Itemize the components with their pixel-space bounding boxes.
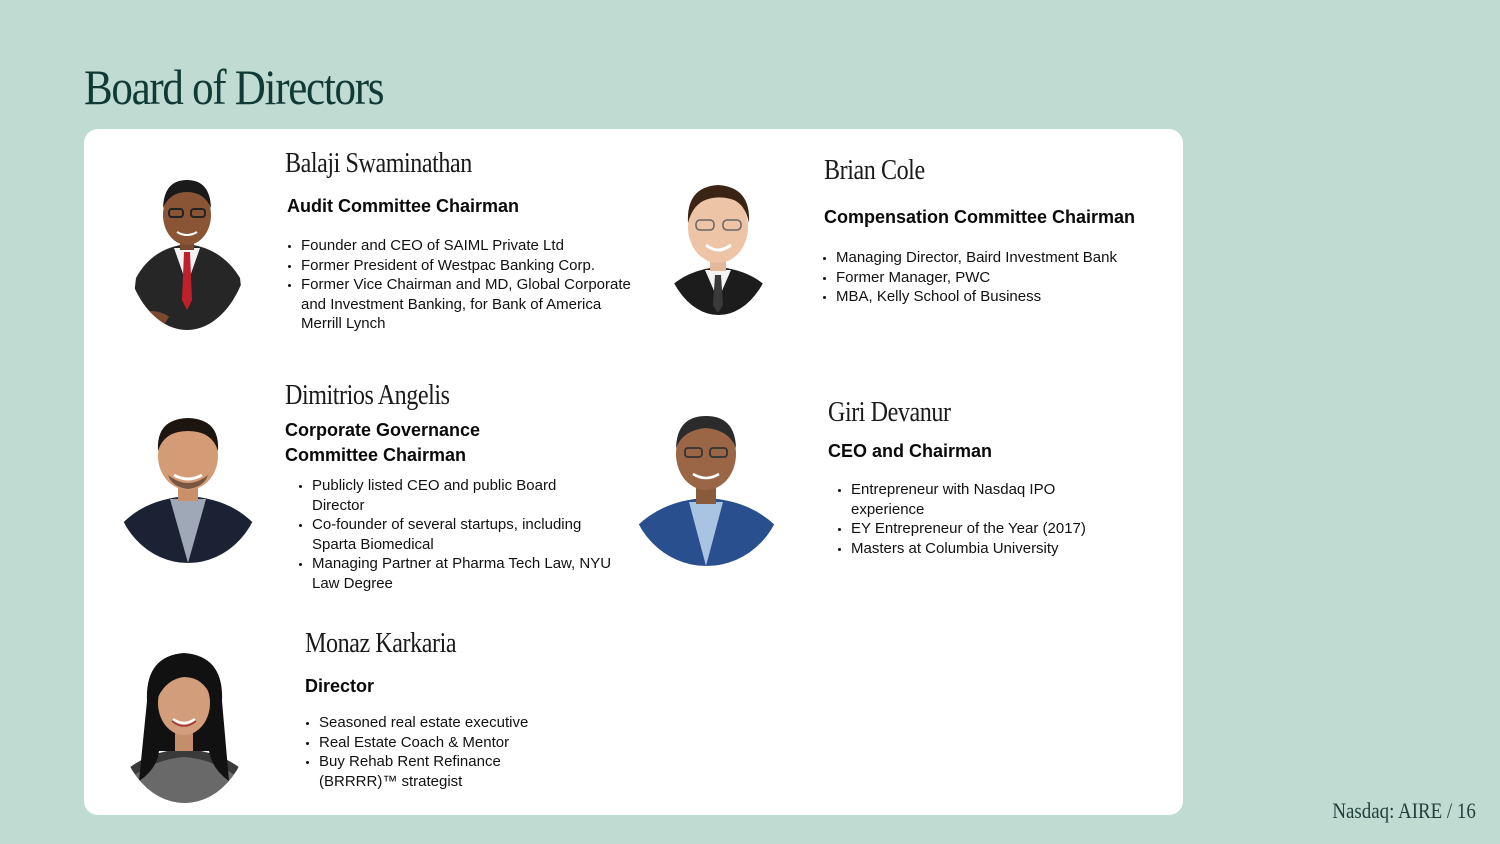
director-bullets (297, 476, 612, 594)
director-photo-giri (629, 404, 784, 566)
director-name: Monaz Karkaria (305, 628, 457, 659)
portrait-icon (117, 641, 252, 803)
director-bullets (821, 248, 1176, 307)
director-name: Balaji Swaminathan (285, 148, 472, 179)
director-photo-monaz (117, 641, 252, 803)
list-item: • EY Entrepreneur of the Year (2017) (851, 519, 1121, 539)
page-title: Board of Directors (84, 59, 384, 115)
list-item: • Former President of Westpac Banking Corp. (301, 256, 631, 276)
portrait-icon (122, 160, 252, 330)
list-item: • MBA, Kelly School of Business (836, 287, 1176, 307)
director-bullets (286, 236, 631, 334)
list-item: • Managing Director, Baird Investment Bank (836, 248, 1176, 268)
portrait-icon (661, 165, 776, 315)
director-photo-balaji (122, 160, 252, 330)
director-role: Corporate Governance Committee Chairman (285, 420, 481, 465)
director-bullets (836, 480, 1121, 558)
list-item: • Entrepreneur with Nasdaq IPO experience (851, 480, 1121, 519)
directors-card (84, 129, 1183, 815)
list-item: • Founder and CEO of SAIML Private Ltd (301, 236, 631, 256)
list-item: • Former Manager, PWC (836, 268, 1176, 288)
list-item: • Publicly listed CEO and public Board Director (312, 476, 612, 515)
director-name: Dimitrios Angelis (285, 380, 450, 411)
list-item: • Masters at Columbia University (851, 539, 1121, 559)
list-item: • Buy Rehab Rent Refinance (BRRRR)™ strategist (319, 752, 559, 791)
director-name: Giri Devanur (828, 397, 951, 428)
page-footer: Nasdaq: AIRE / 16 (1332, 798, 1476, 823)
portrait-icon (114, 401, 262, 563)
director-photo-brian (661, 165, 776, 315)
director-bullets (304, 713, 559, 791)
director-name: Brian Cole (824, 155, 925, 186)
director-role: Director (305, 676, 375, 696)
director-role: CEO and Chairman (828, 441, 993, 461)
director-role: Audit Committee Chairman (287, 196, 520, 216)
list-item: • Co-founder of several startups, including Sparta Biomedical (312, 515, 612, 554)
portrait-icon (629, 404, 784, 566)
list-item: • Real Estate Coach & Mentor (319, 733, 559, 753)
director-photo-dimitrios (114, 401, 262, 563)
list-item: • Managing Partner at Pharma Tech Law, NYU Law Degree (312, 554, 612, 593)
director-role: Compensation Committee Chairman (824, 207, 1136, 227)
list-item: • Former Vice Chairman and MD, Global Corporate and Investment Banking, for Bank of America Merrill Lynch (301, 275, 631, 334)
list-item: • Seasoned real estate executive (319, 713, 559, 733)
